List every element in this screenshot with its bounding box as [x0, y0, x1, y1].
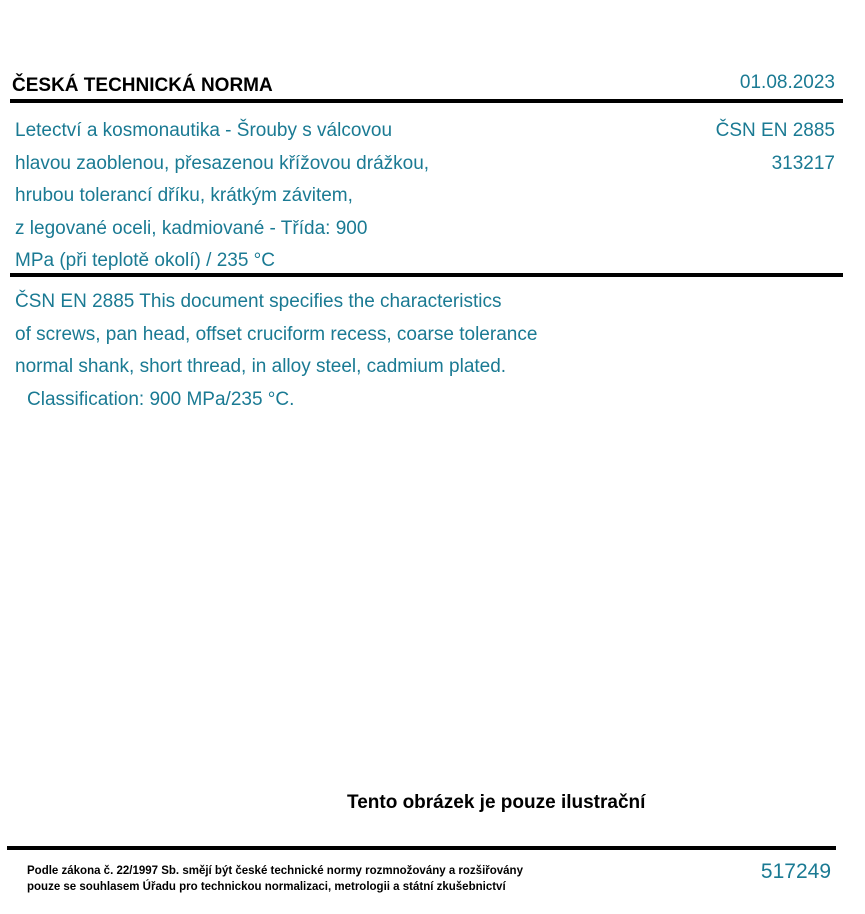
title-divider: [10, 273, 843, 277]
standard-identifier: [716, 115, 835, 180]
standard-class-number: 313217: [771, 152, 835, 174]
czech-title-line: hlavou zaoblenou, přesazenou křížovou drážkou,: [15, 152, 430, 174]
description-line: ČSN EN 2885 This document specifies the characteristics: [15, 291, 502, 312]
description-line: Classification: 900 MPa/235 °C.: [27, 388, 295, 410]
czech-title-line: hrubou tolerancí dříku, krátkým závitem,: [15, 185, 353, 206]
description-line: normal shank, short thread, in alloy steel, cadmium plated.: [15, 356, 507, 377]
illustration-note: Tento obrázek je pouze ilustrační: [347, 792, 646, 813]
czech-title-line: z legované oceli, kadmiované - Třída: 900: [15, 217, 368, 239]
footer-divider: [7, 846, 836, 850]
czech-title-line: Letectví a kosmonautika - Šrouby s válcovou: [15, 120, 393, 141]
header-divider: [10, 99, 843, 103]
publication-date: 01.08.2023: [739, 72, 835, 93]
description-line: of screws, pan head, offset cruciform recess, coarse tolerance: [15, 323, 538, 345]
legal-notice-line: Podle zákona č. 22/1997 Sb. smějí být české technické normy rozmnožovány a rozšiřovány: [27, 865, 523, 877]
czech-title-line: MPa (při teplotě okolí) / 235 °C: [15, 250, 275, 271]
document-header-title: ČESKÁ TECHNICKÁ NORMA: [12, 75, 273, 96]
english-description: [15, 286, 655, 416]
legal-notice: [27, 863, 523, 895]
standard-code: ČSN EN 2885: [715, 120, 835, 141]
czech-title: [15, 115, 535, 278]
legal-notice-line: pouze se souhlasem Úřadu pro technickou normalizaci, metrologii a státní zkušebnictví: [27, 881, 506, 893]
document-number: 517249: [760, 860, 831, 883]
